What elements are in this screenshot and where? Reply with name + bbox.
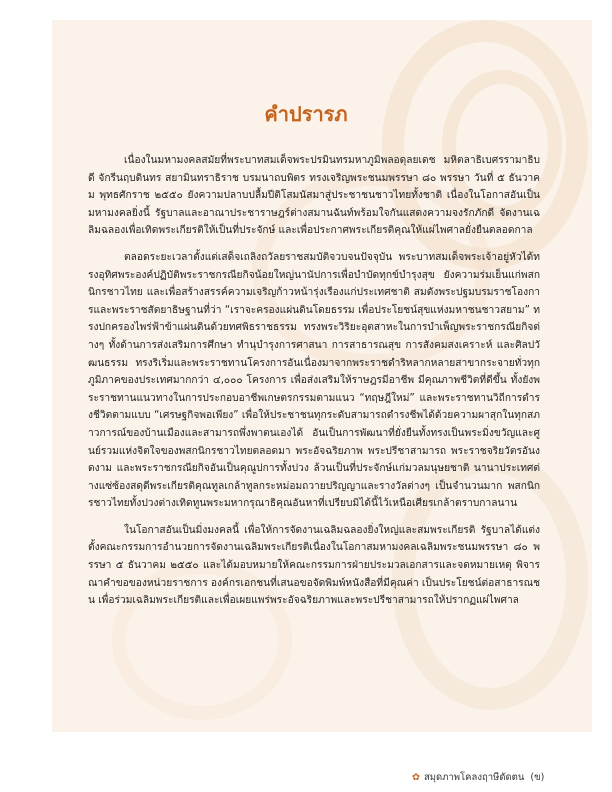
page-footer (412, 770, 592, 785)
page-number: (ข) (530, 772, 545, 783)
page-title: คำปรารภ (264, 102, 348, 126)
paragraph: ตลอดระยะเวลาตั้งแต่เสด็จเถลิงถวัลยราชสมบัติจวบจนปัจจุบัน พระบาทสมเด็จพระเจ้าอยู่หัวได้ทรงอุทิศพระองค์ปฏิบัติพระราชกรณียกิจน้อยใหญ่นานัปการเพื่อบำบัดทุกข์บำรุงสุข ยังความร่มเย็นแก่พสกนิกรชาวไทย และเพื่อสร้างสรรค์ความเจริญก้าวหน้ารุ่งเรืองแก่ประเทศชาติ สมดังพระปฐมบรมราชโองการและพระราชสัตยาธิษฐานที่ว่า “เราจะครองแผ่นดินโดยธรรม เพื่อประโยชน์สุขแห่งมหาชนชาวสยาม” ทรงปกครองไพร่ฟ้าข้าแผ่นดินด้วยทศพิธราชธรรม ทรงพระวิริยะอุตสาหะในการบำเพ็ญพระราชกรณียกิจต่างๆ ทั้งด้านการส่งเสริมการศึกษา ทำนุบำรุงการศาสนา การสาธารณสุข การสังคมสงเคราะห์ และศิลปวัฒนธรรม ทรงริเริ่มและพระราชทานโครงการอันเนื่องมาจากพระราชดำริหลากหลายสาขากระจายทั่วทุกภูมิภาคของประเทศมากกว่า ๔,๐๐๐ โครงการ เพื่อส่งเสริมให้ราษฎรมีอาชีพ มีคุณภาพชีวิตที่ดีขึ้น ทั้งยังพระราชทานแนวทางในการประกอบอาชีพเกษตรกรรมตามแนว “ทฤษฎีใหม่” และพระราชทานวิถีการดำรงชีวิตตามแบบ “เศรษฐกิจพอเพียง” เพื่อให้ประชาชนทุกระดับสามารถดำรงชีพได้ด้วยความผาสุกในทุกสภาวการณ์ของบ้านเมืองและสามารถพึ่งพาตนเองได้ อันเป็นการพัฒนาที่ยั่งยืนทั้งทรงเป็นพระมิ่งขวัญและศูนย์รวมแห่งจิตใจของพสกนิกรชาวไทยตลอดมา พระอัจฉริยภาพ พระปรีชาสามารถ พระราชจริยวัตรอันงดงาม และพระราชกรณียกิจอันเป็นคุณูปการทั้งปวง ล้วนเป็นที่ประจักษ์แก่มวลมนุษยชาติ นานาประเทศต่างแซ่ซ้องสดุดีพระเกียรติคุณทูลเกล้าทูลกระหม่อมถวายปริญญาและรางวัลต่างๆ เป็นจำนวนมาก พสกนิกรชาวไทยทั้งปวงต่างเทิดทูนพระมหากรุณาธิคุณอันหาที่เปรียบมิได้นี้ไว้เหนือเศียรเกล้าตราบกาลนาน (88, 251, 540, 510)
ornament-icon: ✿ (412, 772, 420, 783)
paragraph: เนื่องในมหามงคลสมัยที่พระบาทสมเด็จพระปรมินทรมหาภูมิพลอดุลยเดช มหิตลาธิเบศรรามาธิบดี จักรีนฤบดินทร สยามินทราธิราช บรมนาถบพิตร ทรงเจริญพระชนมพรรษา ๘๐ พรรษา วันที่ ๕ ธันวาคม พุทธศักราช ๒๕๕๐ ยังความปลาบปลื้มปีติโสมนัสมาสู่ประชาชนชาวไทยทั้งชาติ เนื่องในโอกาสอันเป็นมหามงคลยิ่งนี้ รัฐบาลและอาณาประชาราษฎร์ต่างสมานฉันท์พร้อมใจกันแสดงความจงรักภักดี จัดงานเฉลิมฉลองเพื่อเทิดพระเกียรติให้เป็นที่ประจักษ์ และเพื่อประกาศพระเกียรติคุณให้แผ่ไพศาลยั่งยืนตลอดกาล (88, 155, 540, 237)
paragraph: ในโอกาสอันเป็นมิ่งมงคลนี้ เพื่อให้การจัดงานเฉลิมฉลองยิ่งใหญ่และสมพระเกียรติ รัฐบาลได้แต่งตั้งคณะกรรมการอำนวยการจัดงานเฉลิมพระเกียรติเนื่องในโอกาสมหามงคลเฉลิมพระชนมพรรษา ๘๐ พรรษา ๕ ธันวาคม ๒๕๕๐ และได้มอบหมายให้คณะกรรมการฝ่ายประมวลเอกสารและจดหมายเหตุ พิจารณาคำขอของหน่วยราชการ องค์กรเอกชนที่เสนอขอจัดพิมพ์หนังสือที่มีคุณค่า เป็นประโยชน์ต่อสาธารณชน เพื่อร่วมเฉลิมพระเกียรติและเพื่อเผยแพร่พระอัจฉริยภาพและพระปรีชาสามารถให้ปรากฏแผ่ไพศาล (88, 524, 540, 607)
footer-book-title: สมุดภาพโคลงฤาษีดัดตน (423, 772, 525, 783)
preface-body (88, 152, 540, 619)
